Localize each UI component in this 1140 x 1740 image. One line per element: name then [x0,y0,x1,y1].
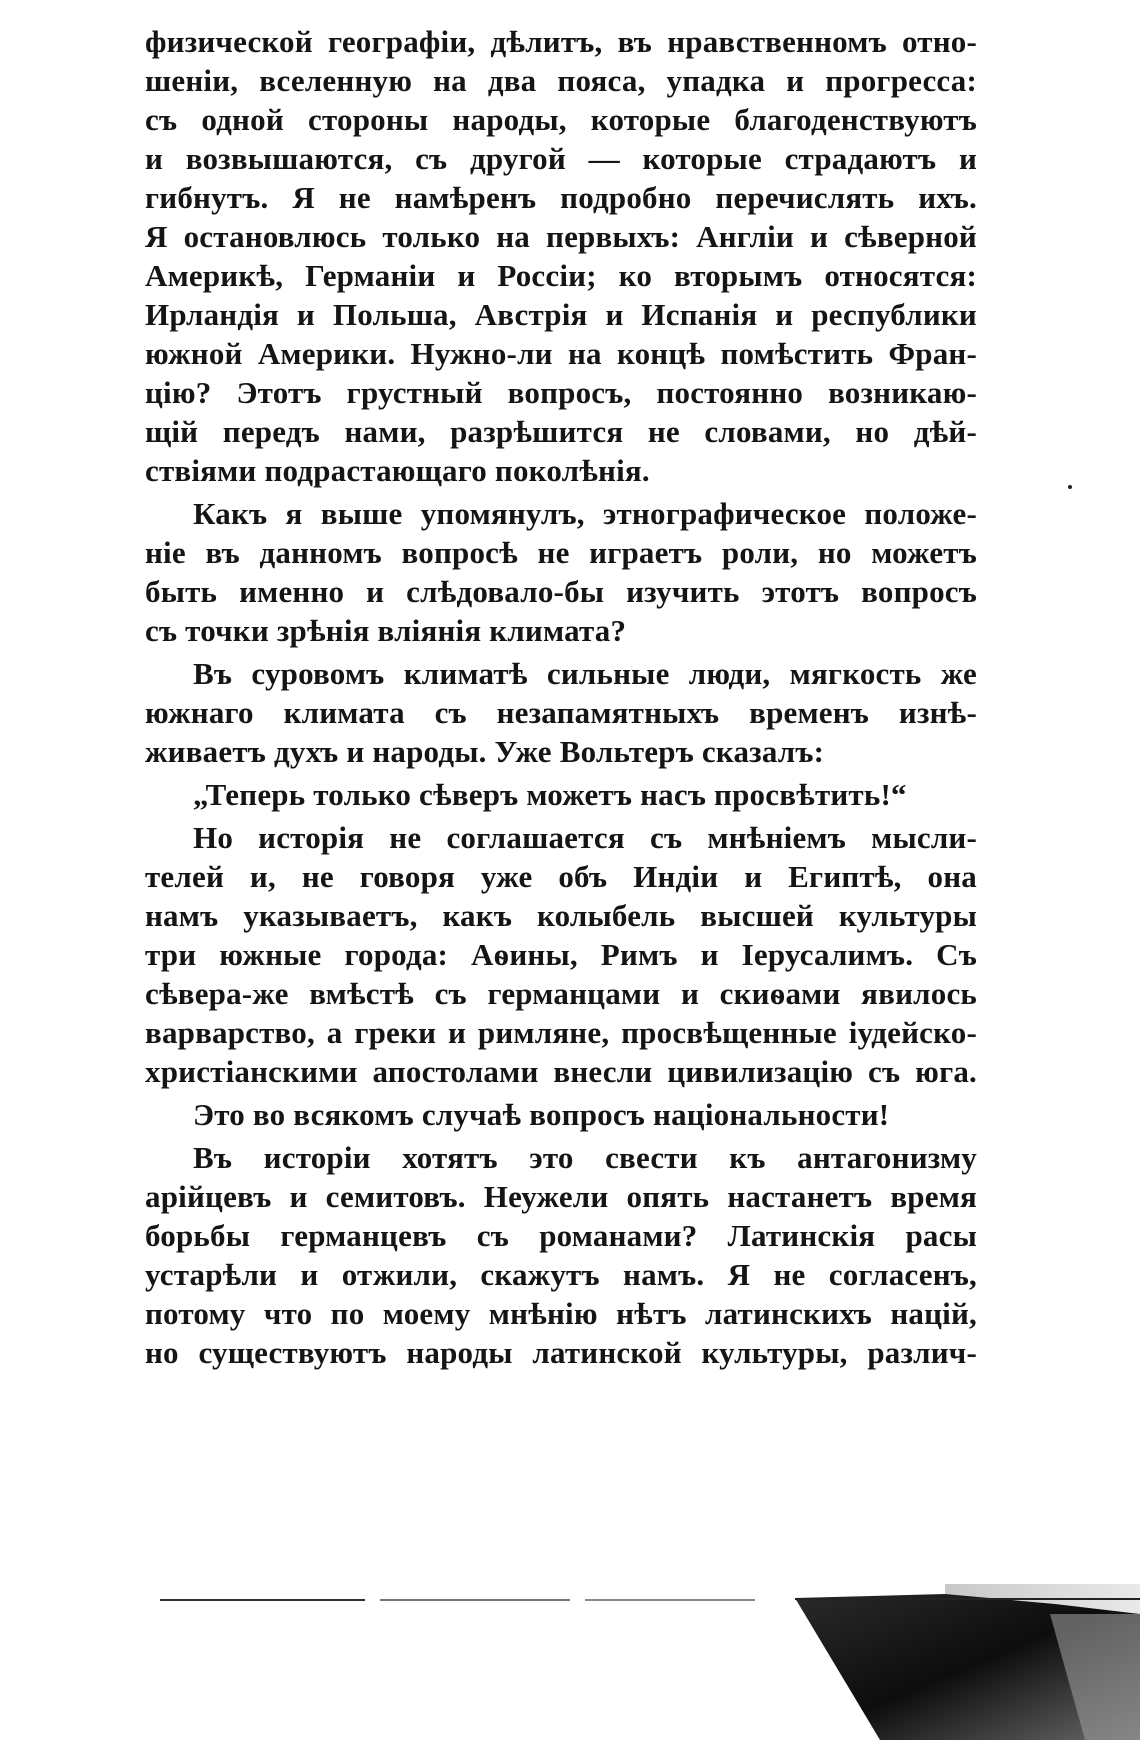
paragraph-first-line: Но исторія не соглашается съ мнѣніемъ мысли- [193,820,977,855]
text-line: но существуютъ народы латинской культуры, различ- [145,1335,977,1370]
text-line: христіанскими апостолами внесли цивилизацію съ юга. [145,1054,977,1089]
scan-edge-line [585,1599,755,1601]
text-line: три южные города: Аѳины, Римъ и Іерусалимъ. Съ [145,937,977,972]
text-line: цію? Этотъ грустный вопросъ, постоянно возникаю- [145,375,977,410]
text-line: Ирландія и Польша, Австрія и Испанія и республики [145,297,977,332]
text-line: намъ указываетъ, какъ колыбель высшей культуры [145,898,977,933]
paragraph-first-line: Это во всякомъ случаѣ вопросъ національности! [193,1097,890,1132]
text-line: южнаго климата съ незапамятныхъ временъ изнѣ- [145,695,977,730]
text-line: съ одной стороны народы, которые благоденствуютъ [145,102,977,137]
paragraph-first-line: Въ исторіи хотятъ это свести къ антагонизму [193,1140,977,1175]
text-line: телей и, не говоря уже объ Индіи и Египтѣ, она [145,859,977,894]
text-line: Америкѣ, Германіи и Россіи; ко вторымъ относятся: [145,258,977,293]
text-line: потому что по моему мнѣнію нѣтъ латинскихъ націй, [145,1296,977,1331]
text-line: быть именно и слѣдовало-бы изучить этотъ вопросъ [145,574,977,609]
text-line: борьбы германцевъ съ романами? Латинскія расы [145,1218,977,1253]
text-line: шеніи, вселенную на два пояса, упадка и прогресса: [145,63,977,98]
text-line: Я остановлюсь только на первыхъ: Англіи и сѣверной [145,219,977,254]
text-line: варварство, а греки и римляне, просвѣщенные іудейско- [145,1015,977,1050]
paragraph-first-line: Какъ я выше упомянулъ, этнографическое положе- [193,496,977,531]
scan-edge-line [160,1599,365,1601]
paragraph-first-line: Въ суровомъ климатѣ сильные люди, мягкость же [193,656,977,691]
text-line: ствіями подрастающаго поколѣнія. [145,453,650,488]
quotation-line: „Теперь только сѣверъ можетъ насъ просвѣтить!“ [193,777,907,812]
text-line: гибнутъ. Я не намѣренъ подробно перечислять ихъ. [145,180,977,215]
text-line: арійцевъ и семитовъ. Неужели опять настанетъ время [145,1179,977,1214]
scan-edge-line [380,1599,570,1601]
scan-speck [1068,485,1072,489]
page-fold-shadow [795,1584,1140,1740]
text-line: щій передъ нами, разрѣшится не словами, но дѣй- [145,414,977,449]
text-line: южной Америки. Нужно-ли на концѣ помѣстить Фран- [145,336,977,371]
text-line: ніе въ данномъ вопросѣ не играетъ роли, но можетъ [145,535,977,570]
text-line: устарѣли и отжили, скажутъ намъ. Я не согласенъ, [145,1257,977,1292]
text-line: и возвышаются, съ другой — которые страдаютъ и [145,141,977,176]
text-line: сѣвера-же вмѣстѣ съ германцами и скиѳами явилось [145,976,977,1011]
text-line: физической географіи, дѣлитъ, въ нравственномъ отно- [145,24,977,59]
text-line: живаетъ духъ и народы. Уже Вольтеръ сказалъ: [145,734,825,769]
text-line: съ точки зрѣнія вліянія климата? [145,613,627,648]
